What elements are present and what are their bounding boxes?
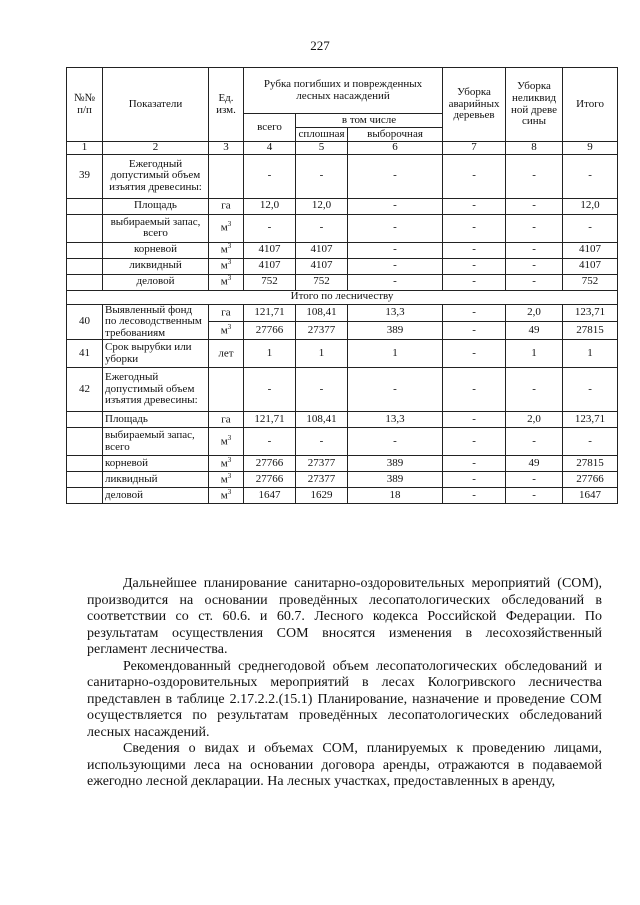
value-cell: - (506, 488, 563, 504)
value-cell: 389 (348, 322, 443, 340)
table-row (67, 472, 618, 488)
unit-cell: га (209, 304, 244, 322)
row-number: 40 (67, 304, 103, 340)
value-cell: - (244, 428, 296, 456)
value-cell: - (296, 368, 348, 412)
unit-cell: $м^3$ (209, 472, 244, 488)
unit-cell: лет (209, 340, 244, 368)
value-cell: - (443, 456, 506, 472)
value-cell: 1629 (296, 488, 348, 504)
row-number: 41 (67, 340, 103, 368)
row-label: Срок вырубки или уборки (103, 340, 209, 368)
column-number: 7 (443, 142, 506, 155)
value-cell: 1 (348, 340, 443, 368)
value-cell: - (244, 214, 296, 242)
value-cell: 27766 (244, 472, 296, 488)
column-number: 2 (103, 142, 209, 155)
row-number (67, 472, 103, 488)
row-number (67, 198, 103, 214)
header-sum: Итого (563, 68, 618, 142)
column-number: 9 (563, 142, 618, 155)
value-cell: 1 (506, 340, 563, 368)
header-num: №№ п/п (67, 68, 103, 142)
unit-cell (209, 154, 244, 198)
value-cell: - (348, 258, 443, 274)
value-cell: 752 (244, 274, 296, 290)
header-selective: выборочная (348, 128, 443, 142)
value-cell: - (563, 154, 618, 198)
value-cell: 27815 (563, 322, 618, 340)
value-cell: 1647 (563, 488, 618, 504)
value-cell: - (348, 214, 443, 242)
row-number (67, 274, 103, 290)
row-label: Ежегодный допустимый объем изъятия древесины: (103, 154, 209, 198)
value-cell: - (506, 242, 563, 258)
value-cell: - (506, 472, 563, 488)
value-cell: 4107 (563, 258, 618, 274)
column-number: 1 (67, 142, 103, 155)
value-cell: - (244, 368, 296, 412)
unit-cell: $м^3$ (209, 488, 244, 504)
value-cell: 12,0 (296, 198, 348, 214)
row-label: Выявленный фонд по лесоводственным требованиям (103, 304, 209, 340)
value-cell: - (443, 340, 506, 368)
paragraph: Сведения о видах и объемах СОМ, планируемых к проведению лицами, использующими леса на основании договора аренды, отражаются в подаваемой ежегодно лесной декларации. На лесных участках, предоставленных в аренду, (87, 741, 602, 789)
value-cell: - (348, 368, 443, 412)
value-cell: - (563, 214, 618, 242)
row-label: деловой (103, 488, 209, 504)
paragraph: Рекомендованный среднегодовой объем лесопатологических обследований и санитарно-оздоровительных мероприятий в лесах Кологривского лесничества представлен в таблице 2.17.2.2.(15.1) Планирование, назначение и проведение СОМ осуществляется по результатам проведённых лесопатологических обследований лесных насаждений. (87, 658, 602, 740)
unit-cell: га (209, 412, 244, 428)
value-cell: 121,71 (244, 412, 296, 428)
value-cell: - (348, 154, 443, 198)
value-cell: - (296, 214, 348, 242)
value-cell: 49 (506, 456, 563, 472)
table-row (67, 368, 618, 412)
body-text (87, 576, 602, 791)
value-cell: 121,71 (244, 304, 296, 322)
table-row (67, 456, 618, 472)
unit-cell: $м^3$ (209, 258, 244, 274)
row-label: выбираемый запас, всего (103, 214, 209, 242)
value-cell: - (443, 198, 506, 214)
row-number: 39 (67, 154, 103, 198)
header-solid: сплошная (296, 128, 348, 142)
value-cell: 27766 (563, 472, 618, 488)
value-cell: - (443, 322, 506, 340)
unit-cell: $м^3$ (209, 214, 244, 242)
value-cell: - (296, 428, 348, 456)
value-cell: 389 (348, 472, 443, 488)
value-cell: 752 (563, 274, 618, 290)
felling-table (66, 67, 618, 504)
row-number (67, 258, 103, 274)
table-row (67, 304, 618, 322)
value-cell: - (443, 214, 506, 242)
value-cell: - (296, 154, 348, 198)
column-number: 4 (244, 142, 296, 155)
value-cell: 12,0 (244, 198, 296, 214)
value-cell: - (443, 304, 506, 322)
value-cell: 13,3 (348, 304, 443, 322)
unit-cell (209, 368, 244, 412)
header-felling: Рубка погибших и поврежденных лесных насаждений (244, 68, 443, 114)
table-row (67, 428, 618, 456)
header-unit: Ед. изм. (209, 68, 244, 142)
value-cell: - (506, 428, 563, 456)
row-number (67, 214, 103, 242)
value-cell: - (506, 214, 563, 242)
row-label: ликвидный (103, 472, 209, 488)
value-cell: - (443, 154, 506, 198)
value-cell: 49 (506, 322, 563, 340)
value-cell: - (443, 242, 506, 258)
value-cell: 13,3 (348, 412, 443, 428)
value-cell: - (348, 198, 443, 214)
row-number (67, 456, 103, 472)
value-cell: 1647 (244, 488, 296, 504)
unit-cell: га (209, 198, 244, 214)
row-label: Площадь (103, 412, 209, 428)
header-emergency: Уборка аварийных деревьев (443, 68, 506, 142)
value-cell: 1 (296, 340, 348, 368)
value-cell: 1 (244, 340, 296, 368)
value-cell: - (506, 368, 563, 412)
value-cell: - (443, 368, 506, 412)
table-body-42 (67, 368, 618, 504)
table-row (67, 340, 618, 368)
table-row (67, 274, 618, 290)
value-cell: - (443, 488, 506, 504)
row-label: корневой (103, 242, 209, 258)
unit-cell: $м^3$ (209, 322, 244, 340)
value-cell: - (244, 154, 296, 198)
value-cell: - (348, 428, 443, 456)
column-numbers-row (67, 142, 618, 155)
value-cell: 27766 (244, 322, 296, 340)
value-cell: 12,0 (563, 198, 618, 214)
value-cell: 2,0 (506, 304, 563, 322)
column-number: 8 (506, 142, 563, 155)
value-cell: 18 (348, 488, 443, 504)
header-indicator: Показатели (103, 68, 209, 142)
value-cell: - (563, 368, 618, 412)
row-number (67, 412, 103, 428)
row-label: выбираемый запас, всего (103, 428, 209, 456)
header-total: всего (244, 114, 296, 142)
table-body-39 (67, 154, 618, 290)
table-row (67, 154, 618, 198)
value-cell: 108,41 (296, 304, 348, 322)
value-cell: - (443, 428, 506, 456)
row-label: Площадь (103, 198, 209, 214)
unit-cell: $м^3$ (209, 428, 244, 456)
value-cell: 4107 (296, 242, 348, 258)
value-cell: 4107 (296, 258, 348, 274)
row-number (67, 428, 103, 456)
value-cell: 27815 (563, 456, 618, 472)
column-number: 6 (348, 142, 443, 155)
row-label: ликвидный (103, 258, 209, 274)
value-cell: - (443, 412, 506, 428)
value-cell: - (443, 274, 506, 290)
value-cell: 123,71 (563, 304, 618, 322)
value-cell: 27377 (296, 322, 348, 340)
table-row (67, 258, 618, 274)
table-row (67, 198, 618, 214)
table-body-summary (67, 290, 618, 368)
value-cell: - (348, 274, 443, 290)
value-cell: 27766 (244, 456, 296, 472)
value-cell: 4107 (244, 258, 296, 274)
row-label: деловой (103, 274, 209, 290)
paragraph: Дальнейшее планирование санитарно-оздоровительных мероприятий (СОМ), производится на основании проведённых лесопатологических обследований в соответствии со ст. 60.6. и 60.7. Лесного кодекса Российской Федерации. По результатам осуществления СОМ вносятся изменения в лесохозяйственный регламент лесничества. (87, 576, 602, 657)
unit-cell: $м^3$ (209, 242, 244, 258)
column-number: 3 (209, 142, 244, 155)
row-label: Ежегодный допустимый объем изъятия древесины: (103, 368, 209, 412)
value-cell: 752 (296, 274, 348, 290)
value-cell: 123,71 (563, 412, 618, 428)
value-cell: - (506, 274, 563, 290)
table-row (67, 488, 618, 504)
value-cell: 4107 (563, 242, 618, 258)
value-cell: 2,0 (506, 412, 563, 428)
page-number: 227 (310, 38, 330, 53)
value-cell: 27377 (296, 472, 348, 488)
value-cell: - (563, 428, 618, 456)
table-row (67, 412, 618, 428)
value-cell: - (506, 258, 563, 274)
row-number (67, 242, 103, 258)
value-cell: 27377 (296, 456, 348, 472)
table-row (67, 242, 618, 258)
row-number (67, 488, 103, 504)
table-row (67, 214, 618, 242)
value-cell: 1 (563, 340, 618, 368)
value-cell: 4107 (244, 242, 296, 258)
value-cell: 108,41 (296, 412, 348, 428)
row-label: корневой (103, 456, 209, 472)
value-cell: 389 (348, 456, 443, 472)
column-number: 5 (296, 142, 348, 155)
header-including: в том числе (296, 114, 443, 128)
unit-cell: $м^3$ (209, 456, 244, 472)
section-title: Итого по лесничеству (67, 290, 618, 304)
value-cell: - (443, 472, 506, 488)
unit-cell: $м^3$ (209, 274, 244, 290)
value-cell: - (506, 154, 563, 198)
header-illiquid: Уборка неликвид ной древе сины (506, 68, 563, 142)
value-cell: - (348, 242, 443, 258)
value-cell: - (506, 198, 563, 214)
value-cell: - (443, 258, 506, 274)
row-number: 42 (67, 368, 103, 412)
